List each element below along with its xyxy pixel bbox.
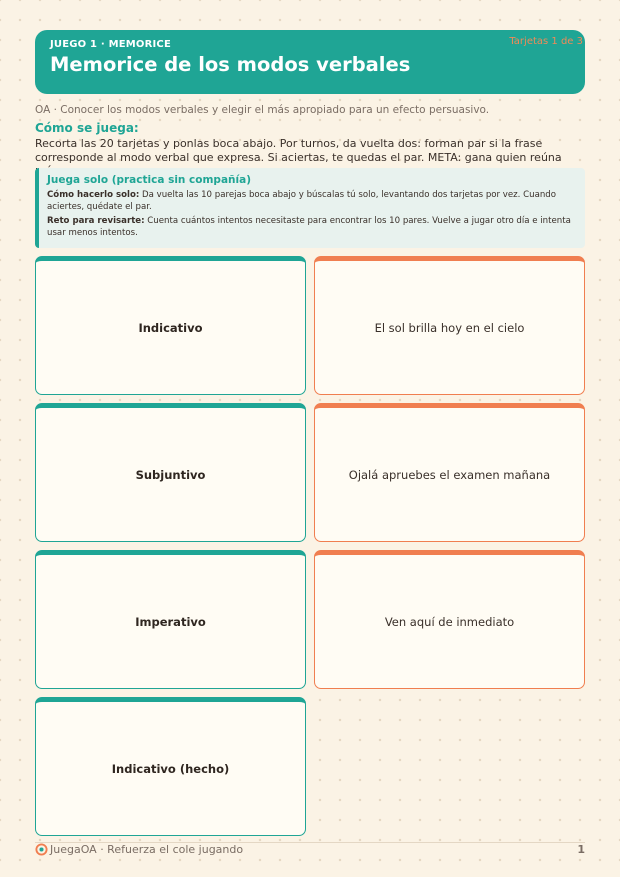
solo-how-label: Cómo hacerlo solo: [47, 190, 140, 200]
title-banner [35, 30, 585, 94]
card-term-subjuntivo[interactable]: Subjuntivo [35, 403, 306, 542]
game-kicker: JUEGO 1 · MEMORICE [50, 39, 172, 50]
solo-challenge-label: Reto para revisarte: [47, 216, 145, 226]
solo-challenge-text: Cuenta cuántos intentos necesitaste para encontrar los 10 pares. Vuelve a jugar otro día e intenta usar menos intentos. [47, 216, 571, 238]
solo-how-text: Da vuelta las 10 parejas boca abajo y búscalas tú solo, levantando dos tarjetas por vez. Cuando aciertes, quédate el par. [47, 190, 557, 212]
card-term-indicativo[interactable]: Indicativo [35, 256, 306, 395]
page-title: Memorice de los modos verbales [50, 53, 411, 76]
howto-heading: Cómo se juega: [35, 121, 139, 135]
brand-logo-icon [35, 843, 48, 856]
solo-how-line [47, 189, 575, 213]
howto-text: Recorta las 20 tarjetas y ponlas boca abajo. Por turnos, da vuelta dos: forman par si la frase corresponde al modo verbal que expresa. Si aciertas, te quedas el par. META: gana quien reúna [35, 137, 562, 164]
solo-challenge-line [47, 215, 575, 239]
card-term-imperativo[interactable]: Imperativo [35, 550, 306, 689]
footer-brand: JuegaOA · Refuerza el cole jugando [50, 843, 244, 856]
learning-objective: OA · Conocer los modos verbales y elegir el más apropiado para un efecto persuasivo. [35, 104, 490, 116]
card-term-indicativo-hecho[interactable]: Indicativo (hecho) [35, 697, 306, 836]
card-example-indicativo[interactable]: El sol brilla hoy en el cielo [314, 256, 585, 395]
card-example-imperativo[interactable]: Ven aquí de inmediato [314, 550, 585, 689]
sheet-label: Tarjetas 1 de 3 [509, 36, 583, 47]
card-example-subjuntivo[interactable]: Ojalá apruebes el examen mañana [314, 403, 585, 542]
page-number: 1 [577, 843, 585, 856]
solo-play-box [35, 168, 585, 248]
solo-title: Juega solo (practica sin compañía) [47, 174, 251, 186]
